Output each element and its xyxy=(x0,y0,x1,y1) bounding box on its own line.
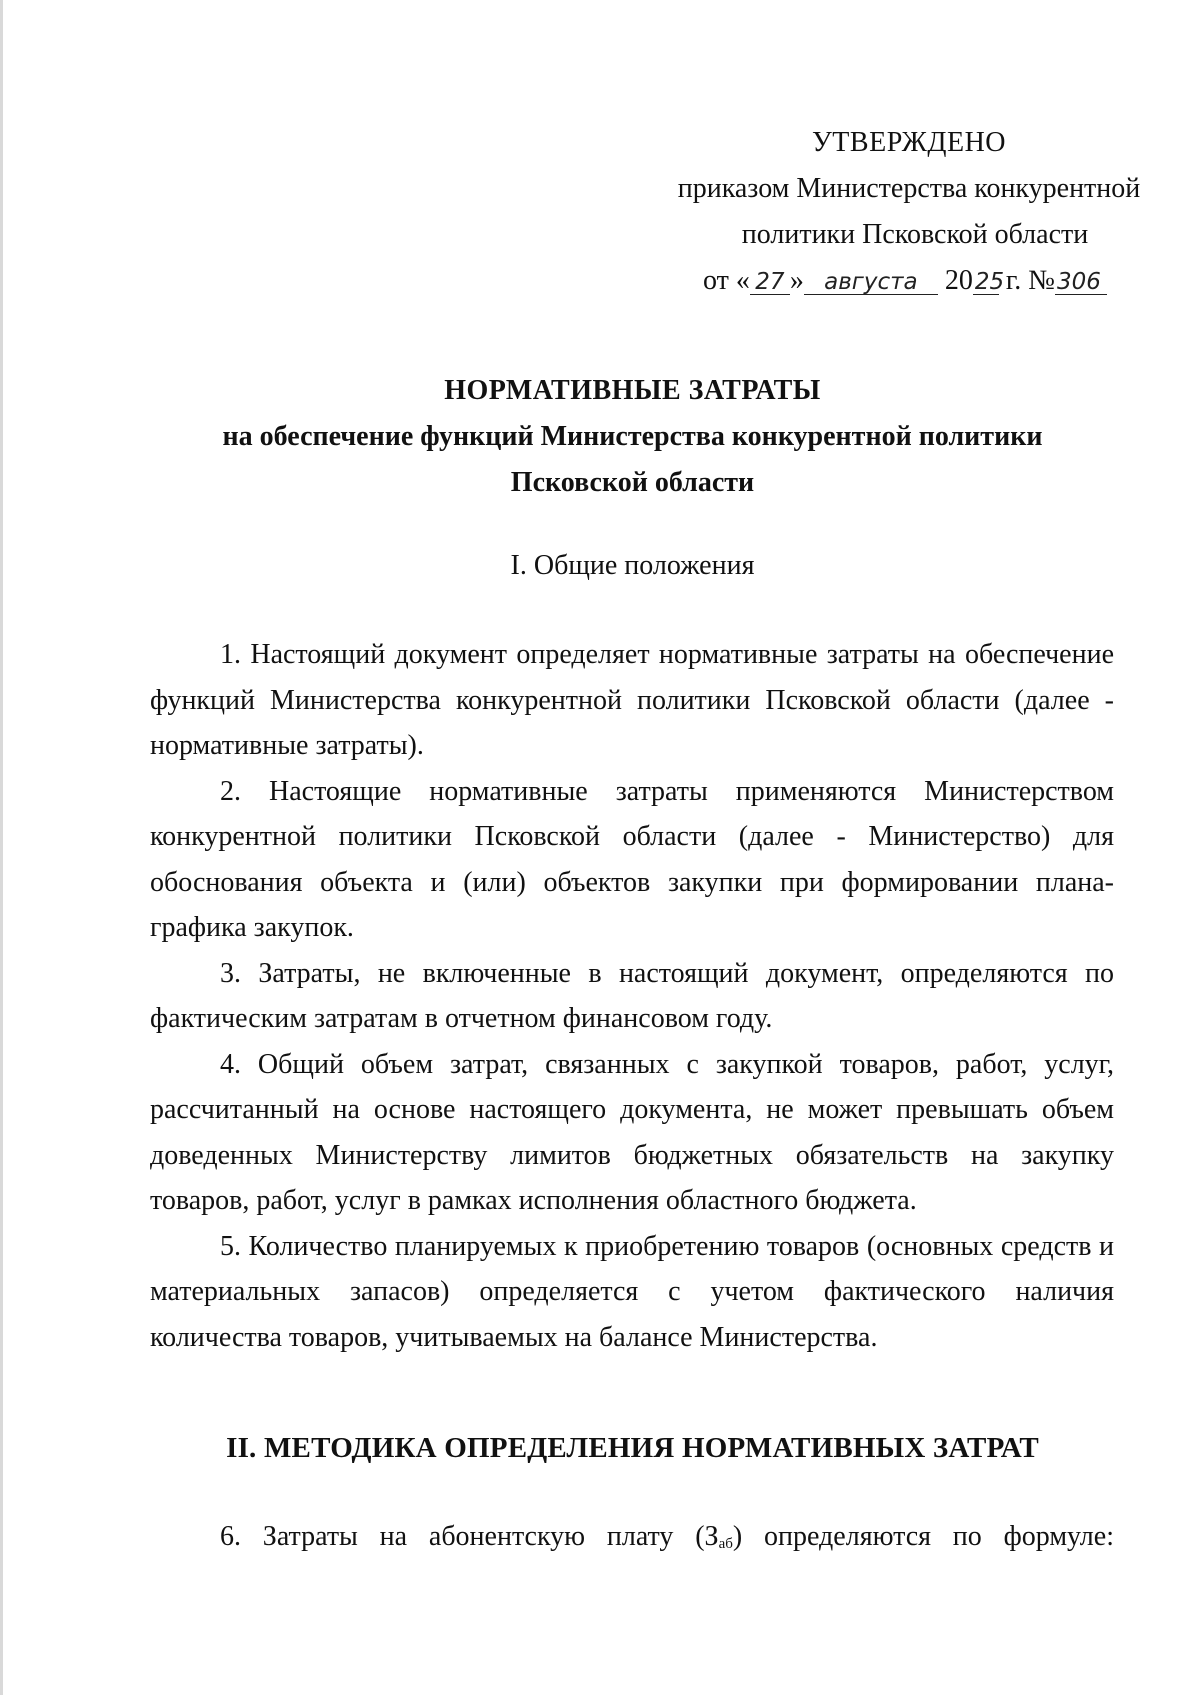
paragraph-6 xyxy=(150,1514,1114,1568)
date-year-label: г. № xyxy=(1005,265,1055,296)
date-day-handwritten: 27 xyxy=(750,270,790,295)
document-title-line-1: НОРМАТИВНЫЕ ЗАТРАТЫ xyxy=(444,375,821,406)
scan-edge xyxy=(0,0,3,1695)
approval-stamp-block xyxy=(600,120,1200,304)
paragraph-1: 1. Настоящий документ определяет нормативные затраты на обеспечение функций Министерства конкурентной политики Псковской области (далее - нормативные затраты). xyxy=(150,639,1114,761)
paragraph-2: 2. Настоящие нормативные затраты применяются Министерством конкурентной политики Псковской области (далее - Министерство) для обоснования объекта и (или) объектов закупки при формировании плана-графика закупок. xyxy=(150,775,1114,943)
document-title-line-2: на обеспечение функций Министерства конкурентной политики xyxy=(222,421,1043,452)
section-1-heading: I. Общие положения xyxy=(510,550,755,581)
date-prefix: от « xyxy=(703,265,750,296)
date-year-prefix: 20 xyxy=(944,265,973,296)
date-close-quote: » xyxy=(789,265,804,296)
paragraph-5: 5. Количество планируемых к приобретению товаров (основных средств и материальных запасов) определяется с учетом фактического наличия количества товаров, учитываемых на балансе Министерства. xyxy=(150,1230,1114,1353)
date-year-handwritten: 25 xyxy=(974,269,1005,295)
paragraph-3: 3. Затраты, не включенные в настоящий документ, определяются по фактическим затратам в отчетном финансовом году. xyxy=(150,957,1114,1034)
approval-region-line: политики Псковской области xyxy=(741,219,1089,250)
approval-title: УТВЕРЖДЕНО xyxy=(811,127,1007,158)
date-month-handwritten: августа xyxy=(804,270,938,295)
paragraph-6-end: ) определяются по формуле: xyxy=(732,1521,1114,1552)
paragraph-6-start: 6. Затраты на абонентскую плату (З xyxy=(220,1521,719,1552)
document-title-line-3: Псковской области xyxy=(510,467,755,498)
document-title xyxy=(150,368,1115,506)
paragraph-4: 4. Общий объем затрат, связанных с закупкой товаров, работ, услуг, рассчитанный на основе настоящего документа, не может превышать объем доведенных Министерству лимитов бюджетных обязательств на закупку товаров, работ, услуг в рамках исполнения областного бюджета. xyxy=(150,1048,1114,1216)
order-number-handwritten: 306 xyxy=(1055,270,1107,295)
section-2-heading: II. МЕТОДИКА ОПРЕДЕЛЕНИЯ НОРМАТИВНЫХ ЗАТРАТ xyxy=(226,1432,1039,1464)
approval-order-line: приказом Министерства конкурентной xyxy=(677,173,1141,204)
section-2-body xyxy=(150,1514,1114,1568)
section-1-body xyxy=(150,632,1114,1360)
approval-date-line xyxy=(610,258,1200,304)
subscript-ab: аб xyxy=(718,1536,733,1552)
